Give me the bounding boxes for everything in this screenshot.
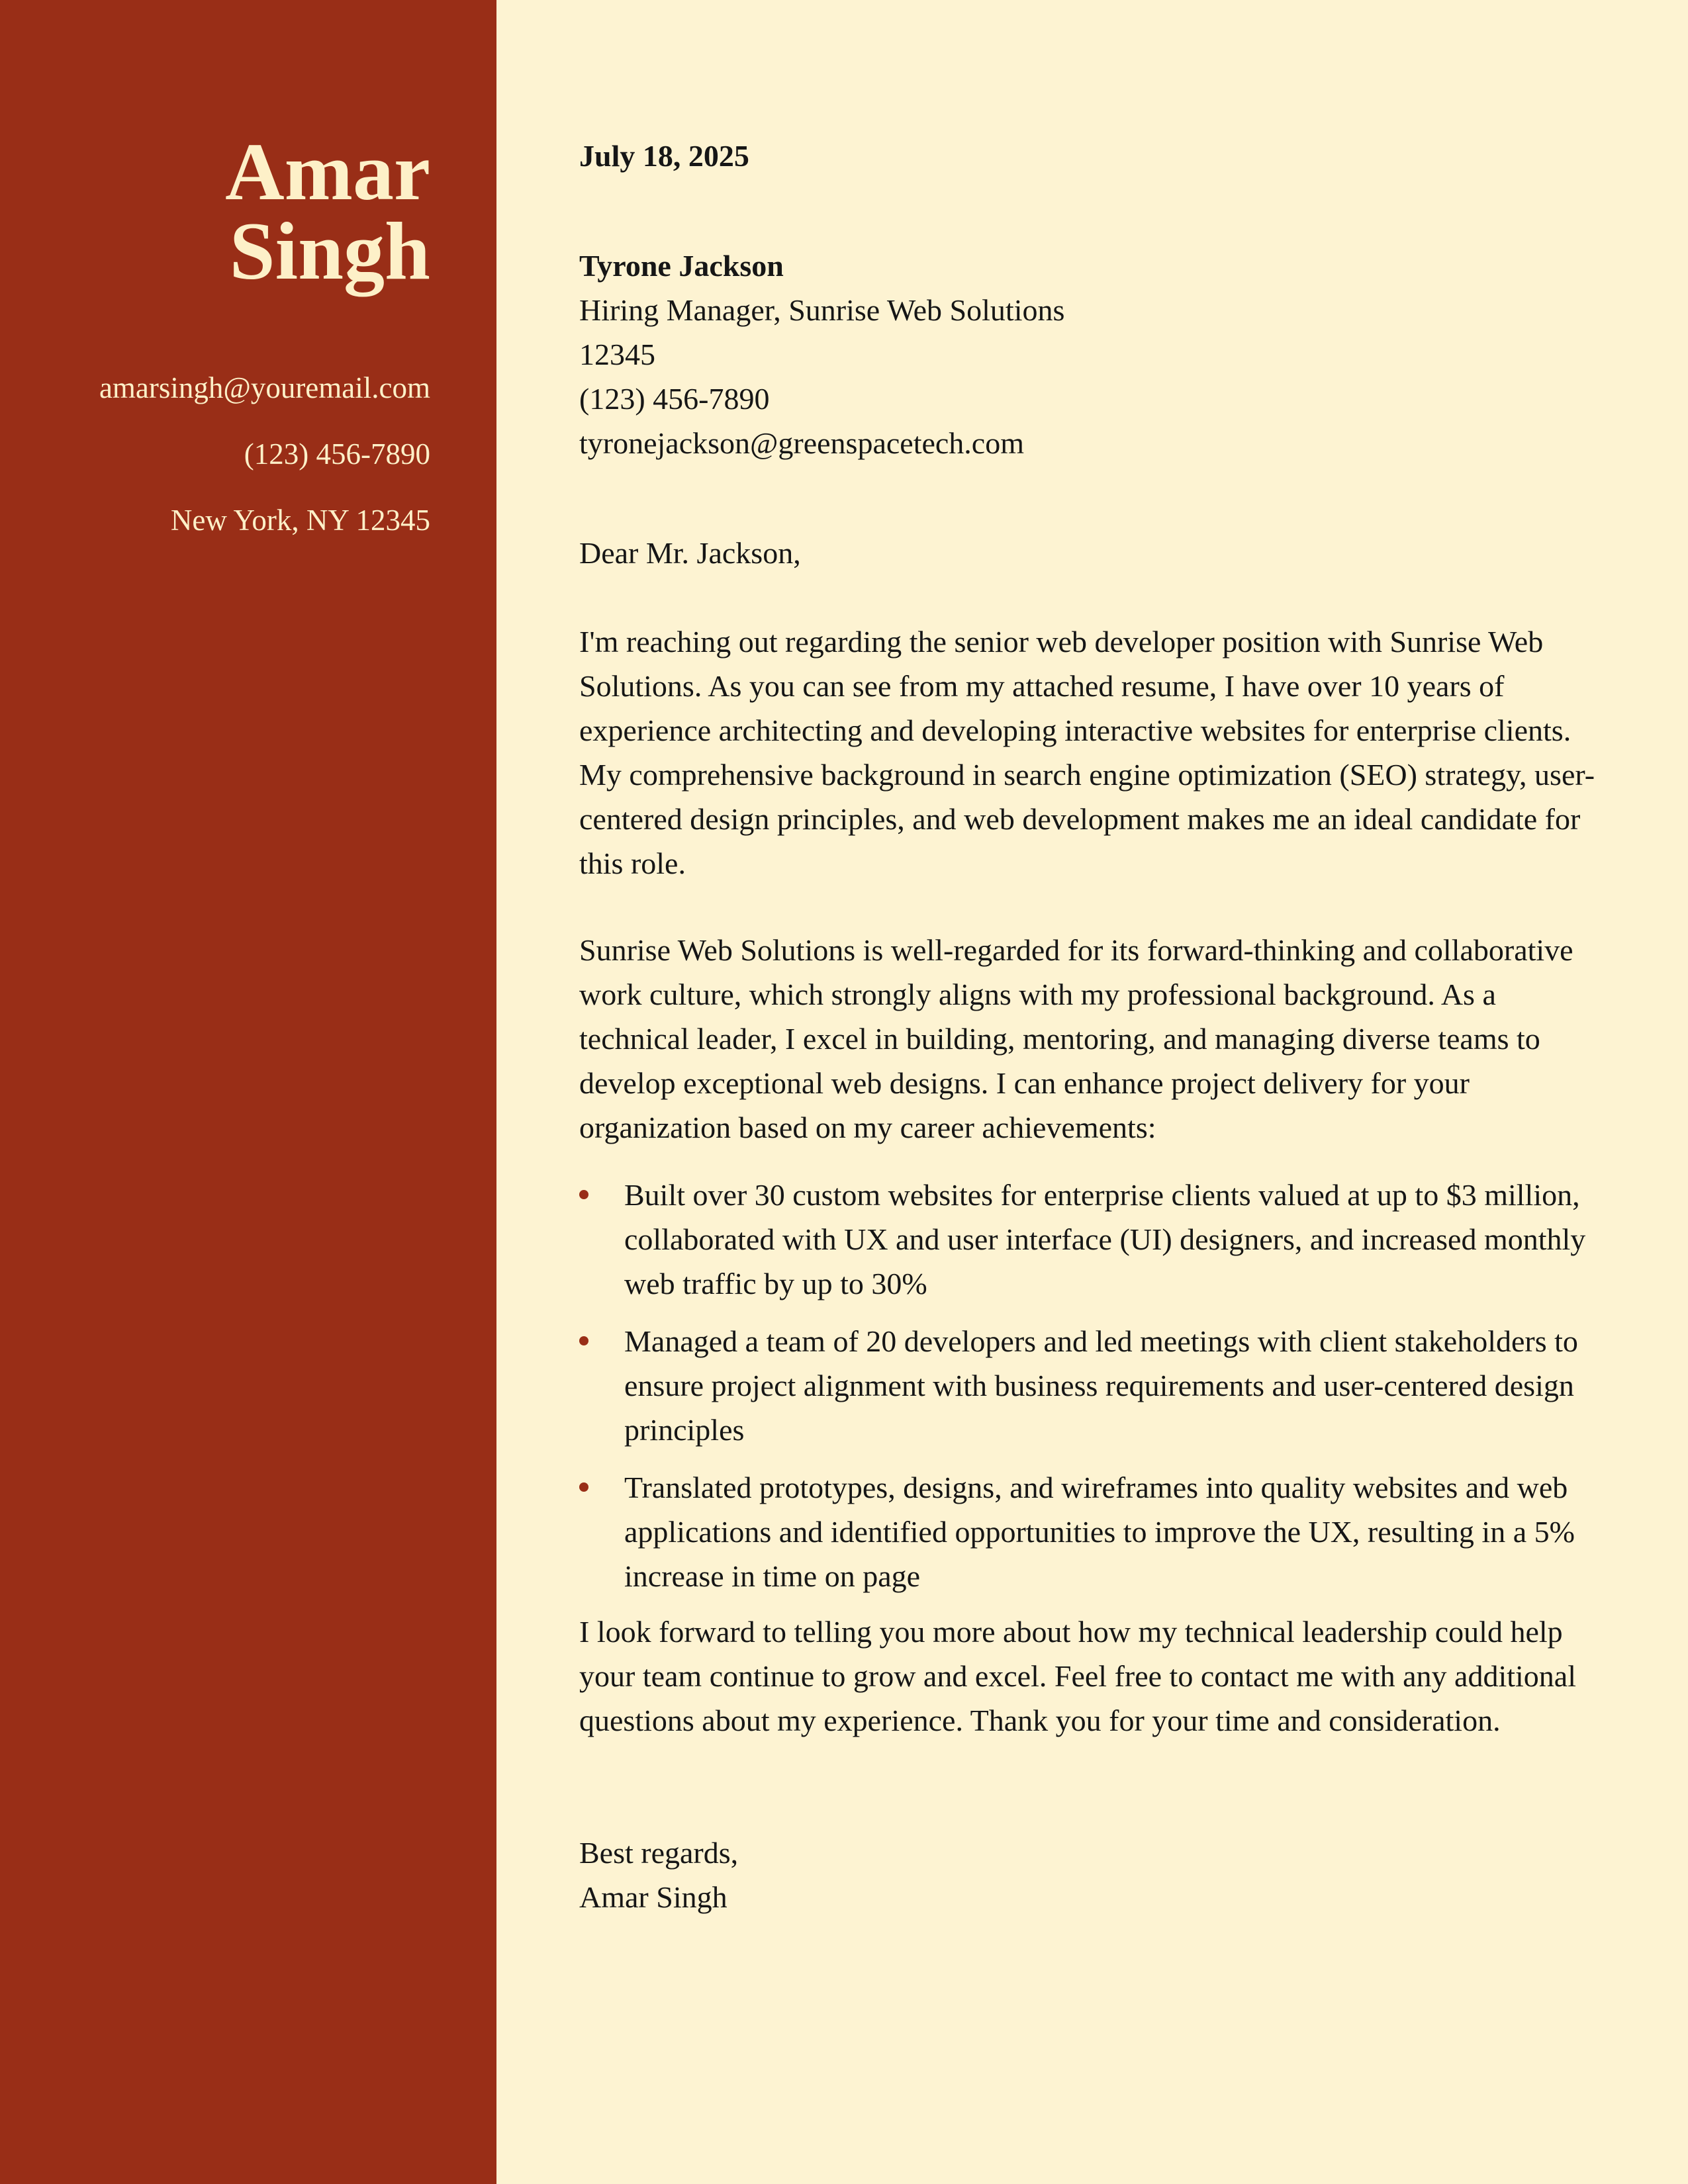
recipient-phone: (123) 456-7890 xyxy=(579,382,770,416)
bullet-dot-icon xyxy=(579,1482,588,1492)
sender-contact xyxy=(99,367,430,566)
recipient-postal: 12345 xyxy=(579,338,655,371)
bullet-dot-icon xyxy=(579,1190,588,1199)
recipient-title: Hiring Manager, Sunrise Web Solutions xyxy=(579,293,1065,327)
paragraph-closing: I look forward to telling you more about how my technical leadership could help your team continue to grow and excel. Feel free to contact me with any additional questions about my experience. Thank you for your time and consideration. xyxy=(579,1615,1576,1737)
sender-email: amarsingh@youremail.com xyxy=(99,371,430,404)
list-item-text: Built over 30 custom websites for enterprise clients valued at up to $3 million, collaborated with UX and user interface (UI) designers, and increased monthly web traffic by up to 30% xyxy=(624,1178,1586,1300)
list-item-text: Managed a team of 20 developers and led meetings with client stakeholders to ensure project alignment with business requirements and user-centered design principles xyxy=(624,1324,1578,1447)
list-item-text: Translated prototypes, designs, and wireframes into quality websites and web applications and identified opportunities to improve the UX, resulting in a 5% increase in time on page xyxy=(624,1471,1575,1593)
sender-first-name: Amar xyxy=(225,126,430,217)
letter-date: July 18, 2025 xyxy=(579,139,749,173)
bullet-dot-icon xyxy=(579,1336,588,1345)
list-item xyxy=(579,1465,1599,1598)
recipient-block xyxy=(579,244,1064,465)
achievements-list xyxy=(579,1173,1599,1612)
recipient-name: Tyrone Jackson xyxy=(579,249,784,283)
sidebar xyxy=(0,0,496,2184)
sender-name xyxy=(225,126,430,296)
paragraph-culture: Sunrise Web Solutions is well-regarded for its forward-thinking and collaborative work culture, which strongly aligns with my professional background. As a technical leader, I excel in building, mentoring, and managing diverse teams to develop exceptional web designs. I can enhance project delivery for your organization based on my career achievements: xyxy=(579,933,1573,1144)
list-item xyxy=(579,1173,1599,1306)
sender-phone: (123) 456-7890 xyxy=(244,437,430,471)
paragraph-intro: I'm reaching out regarding the senior web developer position with Sunrise Web Solutions. As you can see from my attached resume, I have over 10 years of experience architecting and developing interactive websites for enterprise clients. My comprehensive background in search engine optimization (SEO) strategy, user-centered design principles, and web development makes me an ideal candidate for this role. xyxy=(579,625,1595,880)
closing-phrase: Best regards, xyxy=(579,1836,739,1870)
closing-block xyxy=(579,1831,738,1919)
list-item xyxy=(579,1319,1599,1452)
salutation: Dear Mr. Jackson, xyxy=(579,536,801,570)
recipient-email: tyronejackson@greenspacetech.com xyxy=(579,426,1025,460)
signature: Amar Singh xyxy=(579,1880,727,1914)
sender-location: New York, NY 12345 xyxy=(170,504,430,537)
sender-last-name: Singh xyxy=(229,206,430,296)
